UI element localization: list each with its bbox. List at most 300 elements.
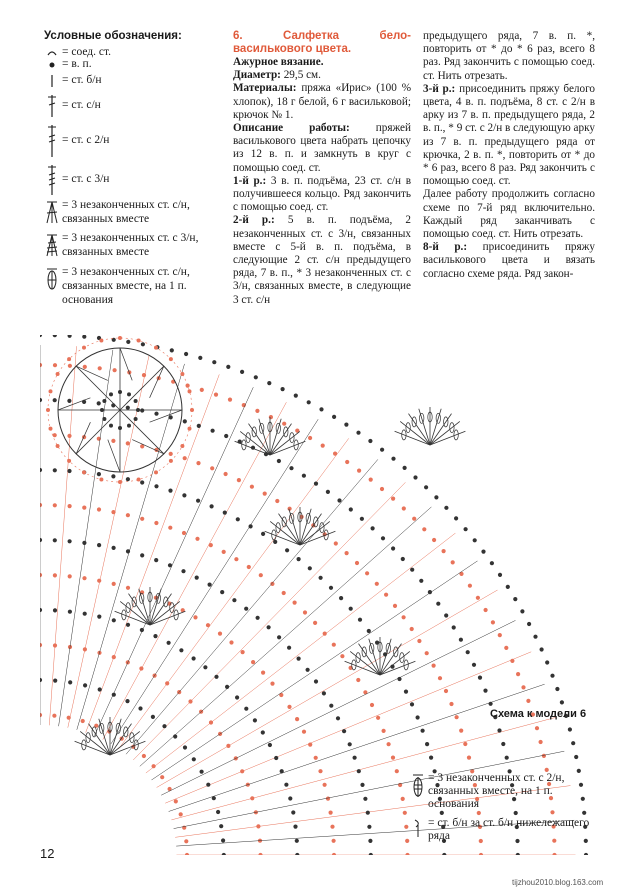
chain-stitch xyxy=(391,497,395,501)
chain-stitch xyxy=(291,810,295,814)
chain-stitch xyxy=(417,639,421,643)
chain-stitch xyxy=(154,558,158,562)
chain-stitch xyxy=(574,755,578,759)
fan-stitch xyxy=(265,531,300,545)
chain-stitch xyxy=(303,610,307,614)
center-ring-stitch xyxy=(127,424,131,428)
chain-stitch xyxy=(393,604,397,608)
chain-stitch xyxy=(184,839,188,843)
legend-item: = 3 незаконченных ст. с/н, связанных вместе xyxy=(44,199,234,227)
center-chain xyxy=(118,336,122,340)
chain-stitch xyxy=(468,584,472,588)
chain-stitch xyxy=(270,682,274,686)
chain-stitch xyxy=(270,582,274,586)
center-spoke xyxy=(120,366,164,410)
chain-stitch xyxy=(459,638,463,642)
technique: Ажурное вязание. xyxy=(233,56,324,68)
chain-stitch xyxy=(169,452,173,456)
materials: Материалы: пряжа «Ирис» (100 % хлопок), 18 г белой, 6 г васильковой; крючок № 1. xyxy=(233,82,412,121)
chain-stitch xyxy=(318,769,322,773)
chain-stitch xyxy=(184,352,188,356)
chain-stitch xyxy=(82,506,86,510)
legend-item: = 3 незаконченных ст. с 2/н, связанных вместе, на 1 п. основания xyxy=(410,772,600,811)
chain-stitch xyxy=(258,853,262,855)
center-chain xyxy=(56,444,60,448)
chain-stitch xyxy=(444,613,448,617)
center-chain xyxy=(188,389,192,393)
chain-stitch xyxy=(391,546,395,550)
chain-stitch xyxy=(472,663,476,667)
chain-stitch xyxy=(53,503,57,507)
chain-stitch xyxy=(319,407,323,411)
chain-stitch xyxy=(295,853,299,855)
chain-stitch xyxy=(98,366,102,370)
chain-stitch xyxy=(98,687,102,691)
stitch-line xyxy=(77,364,185,730)
legend-item: = в. п. xyxy=(44,58,234,71)
chain-stitch xyxy=(365,571,369,575)
chain-stitch xyxy=(366,811,370,815)
chain-stitch xyxy=(40,538,42,542)
fan-stitch xyxy=(395,431,430,445)
chain-stitch xyxy=(151,715,155,719)
chain-stitch xyxy=(348,742,352,746)
center-chain xyxy=(82,346,86,350)
chain-stitch xyxy=(40,398,42,402)
center-chain xyxy=(118,480,122,484)
chain-stitch xyxy=(282,591,286,595)
center-ring-stitch xyxy=(109,424,113,428)
chain-stitch xyxy=(403,811,407,815)
chain-stitch xyxy=(535,726,539,730)
chain-stitch xyxy=(345,460,349,464)
chain-stitch xyxy=(216,810,220,814)
chain-stitch xyxy=(337,498,341,502)
chain-stitch xyxy=(255,409,259,413)
fan-stitch xyxy=(270,431,300,455)
chain-stitch xyxy=(53,608,57,612)
row-1: 1-й р.: 3 в. п. подъёма, 23 ст. с/н в получившееся кольцо. Ряд закончить с помощью соед. ст. xyxy=(233,174,412,214)
chain-stitch xyxy=(289,466,293,470)
dc-icon xyxy=(44,93,60,119)
chain-stitch xyxy=(287,646,291,650)
chain-stitch xyxy=(196,461,200,465)
chain-stitch xyxy=(340,654,344,658)
chain-stitch xyxy=(228,398,232,402)
dtr-icon xyxy=(44,163,60,197)
chain-stitch xyxy=(168,489,172,493)
chain-stitch xyxy=(363,797,367,801)
chain-stitch xyxy=(274,756,278,760)
chain-stitch xyxy=(195,576,199,580)
stitch-line xyxy=(140,507,432,766)
chain-stitch xyxy=(550,674,554,678)
chain-stitch xyxy=(277,635,281,639)
chain-stitch xyxy=(368,439,372,443)
chain-stitch xyxy=(183,745,187,749)
chain-stitch xyxy=(83,683,87,687)
pattern-column-1 xyxy=(233,30,411,307)
chain-stitch xyxy=(560,700,564,704)
chain-stitch xyxy=(221,838,225,842)
center-chain xyxy=(188,427,192,431)
center-chain xyxy=(154,346,158,350)
chain-stitch xyxy=(464,527,468,531)
chain-stitch xyxy=(344,423,348,427)
continue-instructions: Далее работу продолжить согласно схеме по 7-й ряд включительно. Каждый ряд заканчивать с помощью соед. ст. Нить отрезать. xyxy=(423,188,595,241)
chain-stitch xyxy=(183,456,187,460)
chain-stitch xyxy=(483,689,487,693)
chain-stitch xyxy=(196,499,200,503)
chain-stitch xyxy=(281,387,285,391)
chain-stitch xyxy=(256,616,260,620)
chain-stitch xyxy=(526,699,530,703)
chain-stitch xyxy=(434,495,438,499)
chain-stitch xyxy=(358,618,362,622)
chain-stitch xyxy=(181,569,185,573)
tr-icon xyxy=(44,123,60,159)
chain-stitch xyxy=(452,625,456,629)
chain-stitch xyxy=(182,531,186,535)
chain-stitch xyxy=(277,459,281,463)
chain-stitch xyxy=(295,839,299,843)
chain-stitch xyxy=(376,716,380,720)
chain-stitch xyxy=(442,549,446,553)
center-ring-stitch xyxy=(102,417,106,421)
description: Описание работы: пряжей василькового цвета набрать цепочку из 12 в. п. и замкнуть в круг с помощью соед. ст. xyxy=(233,122,412,174)
legend-item: = ст. б/н xyxy=(44,71,234,91)
chain-stitch xyxy=(210,504,214,508)
center-ring-stitch xyxy=(102,399,106,403)
chain-stitch xyxy=(342,729,346,733)
center-star-edge xyxy=(120,348,132,380)
chain-stitch xyxy=(332,839,336,843)
legend xyxy=(44,30,234,307)
chain-stitch xyxy=(306,668,310,672)
fan-stitch xyxy=(115,611,150,625)
chain-stitch xyxy=(224,472,228,476)
chain-stitch xyxy=(349,607,353,611)
chain-stitch xyxy=(329,811,333,815)
stitch-line xyxy=(146,533,456,773)
chain-stitch xyxy=(382,729,386,733)
chain-stitch xyxy=(111,439,115,443)
chain-stitch xyxy=(314,679,318,683)
chain-stitch xyxy=(126,406,130,410)
chain-stitch xyxy=(504,646,508,650)
chain-stitch xyxy=(126,623,130,627)
chain-stitch xyxy=(68,680,72,684)
chart-center-motif xyxy=(46,336,194,484)
chain-stitch xyxy=(240,370,244,374)
chain-stitch xyxy=(40,335,42,337)
chain-stitch xyxy=(329,586,333,590)
sc-icon xyxy=(44,73,60,89)
stitch-line xyxy=(59,350,113,726)
back-loop-sc-icon xyxy=(410,817,426,839)
chain-stitch xyxy=(82,576,86,580)
chain-stitch xyxy=(380,448,384,452)
pattern-column-2 xyxy=(423,30,595,281)
chain-stitch xyxy=(68,539,72,543)
chain-stitch xyxy=(349,507,353,511)
chain-stitch xyxy=(140,553,144,557)
center-ring-stitch xyxy=(134,417,138,421)
row-8: 8-й р.: присоединить пряжу василькового цвета и вязать согласно схеме ряда. Ряд закон- xyxy=(423,241,596,280)
chain-stitch xyxy=(212,360,216,364)
chain-stitch xyxy=(302,730,306,734)
chain-stitch xyxy=(68,610,72,614)
center-chain xyxy=(137,339,141,343)
chain-stitch xyxy=(234,557,238,561)
chain-stitch xyxy=(412,517,416,521)
chain-stitch xyxy=(211,429,215,433)
chain-stitch xyxy=(436,602,440,606)
fan-stitch xyxy=(430,431,465,445)
chain-stitch xyxy=(97,401,101,405)
center-chain xyxy=(56,372,60,376)
stitch-line xyxy=(94,387,253,736)
chain-stitch xyxy=(67,434,71,438)
chain-stitch xyxy=(284,783,288,787)
fan-stitch xyxy=(400,421,430,445)
chain-stitch xyxy=(206,783,210,787)
center-star-edge xyxy=(76,422,90,454)
chain-stitch xyxy=(160,775,164,779)
chain-stitch xyxy=(313,621,317,625)
chain-stitch xyxy=(403,466,407,470)
legend-item: = соед. ст. xyxy=(44,46,234,58)
center-chain xyxy=(82,470,86,474)
chain-stitch xyxy=(208,583,212,587)
chain-stitch xyxy=(126,441,130,445)
fan-stitch xyxy=(380,661,415,675)
chain-stitch xyxy=(112,546,116,550)
chain-dot-icon xyxy=(44,58,60,70)
chain-stitch xyxy=(401,557,405,561)
chain-stitch xyxy=(330,825,334,829)
chain-stitch xyxy=(203,665,207,669)
chain-stitch xyxy=(97,472,101,476)
center-spoke xyxy=(76,410,120,454)
chain-stitch xyxy=(539,740,543,744)
chain-stitch xyxy=(179,648,183,652)
chain-stitch xyxy=(476,596,480,600)
chain-stitch xyxy=(302,474,306,478)
chain-stitch xyxy=(484,608,488,612)
chain-stitch xyxy=(268,743,272,747)
puff-tr-icon xyxy=(410,772,426,800)
chain-stitch xyxy=(380,487,384,491)
chain-stitch xyxy=(67,469,71,473)
chain-stitch xyxy=(527,622,531,626)
chain-stitch xyxy=(481,550,485,554)
chain-stitch xyxy=(321,444,325,448)
chain-stitch xyxy=(229,640,233,644)
stitch-line xyxy=(103,402,287,739)
chain-stitch xyxy=(97,615,101,619)
chain-stitch xyxy=(449,702,453,706)
chain-stitch xyxy=(521,685,525,689)
chain-stitch xyxy=(336,716,340,720)
chain-stitch xyxy=(584,853,588,855)
chain-stitch xyxy=(467,756,471,760)
chain-stitch xyxy=(498,573,502,577)
chain-stitch xyxy=(154,412,158,416)
stitch-line xyxy=(133,482,405,760)
chain-stitch xyxy=(323,783,327,787)
center-chain xyxy=(137,478,141,482)
chain-stitch xyxy=(40,713,42,717)
legend-item: = ст. с 2/н xyxy=(44,121,234,161)
chain-stitch xyxy=(402,506,406,510)
fan-stitch xyxy=(75,741,110,755)
puff-icon xyxy=(44,266,60,294)
stitch-line xyxy=(161,620,515,795)
chain-stitch xyxy=(334,541,338,545)
chain-stitch xyxy=(542,754,546,758)
chain-stitch xyxy=(571,741,575,745)
chain-stitch xyxy=(375,582,379,586)
fan-stitch xyxy=(120,601,150,625)
chain-stitch xyxy=(288,796,292,800)
page-number: 12 xyxy=(40,846,55,861)
chain-stitch xyxy=(466,650,470,654)
chain-stitch xyxy=(459,729,463,733)
chain-stitch xyxy=(355,561,359,565)
chain-stitch xyxy=(421,729,425,733)
chain-stitch xyxy=(479,853,483,855)
chain-stitch xyxy=(267,625,271,629)
chain-stitch xyxy=(40,503,42,507)
chain-stitch xyxy=(498,633,502,637)
center-chain xyxy=(190,408,194,412)
center-star-edge xyxy=(108,440,120,472)
chain-stitch xyxy=(210,466,214,470)
chain-stitch xyxy=(125,699,129,703)
chain-stitch xyxy=(40,363,42,367)
center-star-edge xyxy=(76,366,108,380)
chain-stitch xyxy=(97,579,101,583)
center-chain xyxy=(49,389,53,393)
chain-stitch xyxy=(506,585,510,589)
center-chain xyxy=(169,459,173,463)
chain-stitch xyxy=(391,756,395,760)
chain-stitch xyxy=(224,434,228,438)
fan-stitch xyxy=(150,601,180,625)
chain-stitch xyxy=(308,436,312,440)
chain-slip-icon xyxy=(44,46,60,58)
chain-stitch xyxy=(53,433,57,437)
chain-stitch xyxy=(416,715,420,719)
chain-stitch xyxy=(97,507,101,511)
chain-stitch xyxy=(53,679,57,683)
chain-stitch xyxy=(568,727,572,731)
chain-stitch xyxy=(332,415,336,419)
chain-stitch xyxy=(111,403,115,407)
chain-stitch xyxy=(552,853,556,855)
legend-item: = ст. с 3/н xyxy=(44,161,234,199)
chain-stitch xyxy=(360,517,364,521)
chain-stitch xyxy=(153,634,157,638)
chain-stitch xyxy=(357,469,361,473)
chain-stitch xyxy=(432,664,436,668)
chain-stitch xyxy=(269,415,273,419)
chain-stitch xyxy=(444,689,448,693)
chain-stitch xyxy=(126,513,130,517)
chain-stitch xyxy=(516,853,520,855)
chain-stitch xyxy=(126,477,130,481)
center-chain xyxy=(67,357,71,361)
chain-stitch xyxy=(422,527,426,531)
chain-stitch xyxy=(287,705,291,709)
chain-stitch xyxy=(97,543,101,547)
legend-item: = 3 незаконченных ст. с/н, связанных вместе, на 1 п. основания xyxy=(44,266,234,307)
chain-stitch xyxy=(253,718,257,722)
chain-stitch xyxy=(282,422,286,426)
center-ring-stitch xyxy=(127,392,131,396)
chain-stitch xyxy=(444,506,448,510)
chain-stitch xyxy=(214,675,218,679)
legend-item: = ст. с/н xyxy=(44,91,234,121)
chain-stitch xyxy=(141,342,145,346)
chain-stitch xyxy=(295,717,299,721)
center-chain xyxy=(46,408,50,412)
chain-stitch xyxy=(384,593,388,597)
chain-stitch xyxy=(285,548,289,552)
chain-stitch xyxy=(322,691,326,695)
legend-item: = ст. б/н за ст. б/н нижележащего ряда xyxy=(410,817,600,843)
chain-stitch xyxy=(83,365,87,369)
center-star-edge xyxy=(132,440,164,454)
chain-stitch xyxy=(193,615,197,619)
chain-stitch xyxy=(387,742,391,746)
chain-stitch xyxy=(138,706,142,710)
chain-stitch xyxy=(185,853,189,855)
chain-stitch xyxy=(501,742,505,746)
center-chain xyxy=(180,444,184,448)
chain-stitch xyxy=(293,825,297,829)
chain-stitch xyxy=(367,825,371,829)
chain-stitch xyxy=(154,521,158,525)
chain-stitch xyxy=(67,399,71,403)
chain-stitch xyxy=(259,573,263,577)
chain-stitch xyxy=(68,574,72,578)
center-star-edge xyxy=(150,410,182,422)
chain-stitch xyxy=(112,618,116,622)
chain-stitch xyxy=(170,348,174,352)
chain-stitch xyxy=(140,517,144,521)
chain-stitch xyxy=(545,660,549,664)
chain-stitch xyxy=(353,756,357,760)
chain-stitch xyxy=(410,627,414,631)
chain-stitch xyxy=(40,643,42,647)
chain-stitch xyxy=(314,482,318,486)
chain-stitch xyxy=(183,419,187,423)
chain-stitch xyxy=(226,365,230,369)
chain-stitch xyxy=(241,650,245,654)
chain-stitch xyxy=(332,643,336,647)
chain-stitch xyxy=(192,757,196,761)
chain-stitch xyxy=(326,797,330,801)
chain-stitch xyxy=(214,393,218,397)
chain-stitch xyxy=(222,853,226,855)
chain-stitch xyxy=(356,431,360,435)
chain-stitch xyxy=(402,615,406,619)
chain-stitch xyxy=(167,641,171,645)
center-ring-stitch xyxy=(134,399,138,403)
chain-stitch xyxy=(368,839,372,843)
